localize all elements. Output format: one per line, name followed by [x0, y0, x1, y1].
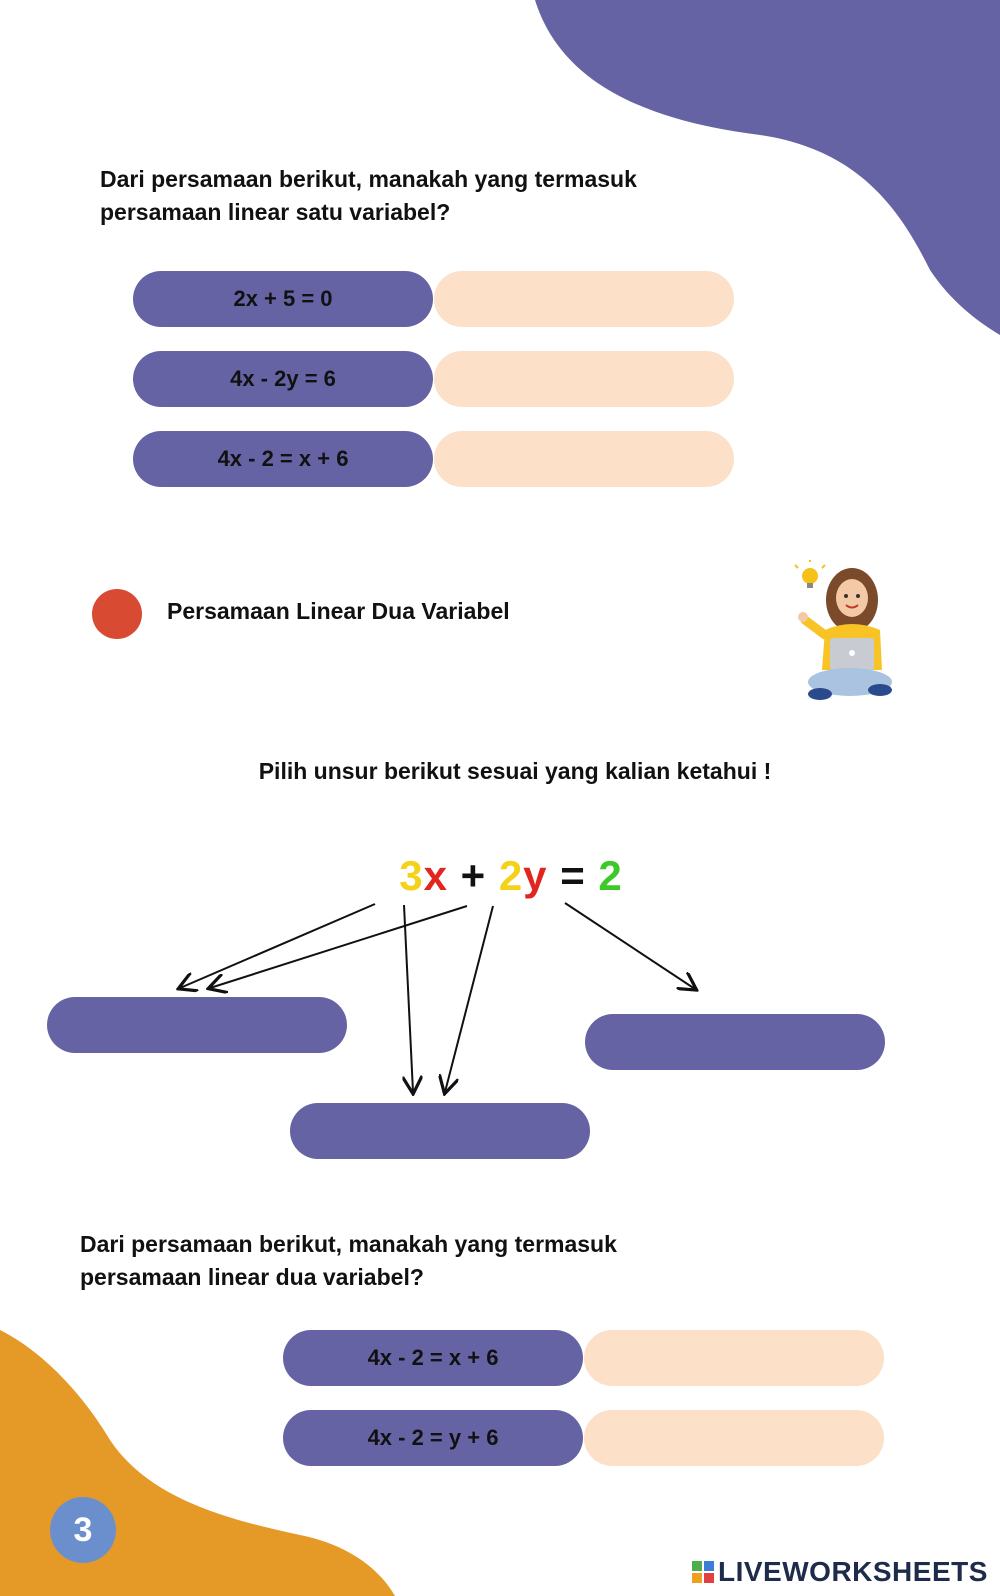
option-4-equation: 4x - 2 = x + 6	[283, 1330, 583, 1386]
liveworksheets-logo-icon	[692, 1561, 714, 1583]
question-two-variable: Dari persamaan berikut, manakah yang termasuk persamaan linear dua variabel?	[80, 1231, 617, 1290]
option-5-equation: 4x - 2 = y + 6	[283, 1410, 583, 1466]
plus-sign: +	[447, 852, 499, 899]
option-3-equation: 4x - 2 = x + 6	[133, 431, 433, 487]
answer-box-variable[interactable]	[290, 1103, 590, 1159]
option-4-answer-slot[interactable]	[584, 1330, 884, 1386]
equals-sign: =	[547, 852, 599, 899]
coefficient-x: 3	[399, 852, 424, 899]
instruction-text: Pilih unsur berikut sesuai yang kalian ketahui !	[258, 758, 772, 784]
option-5-answer-slot[interactable]	[584, 1410, 884, 1466]
section-title: Persamaan Linear Dua Variabel	[167, 598, 510, 624]
brand-text: LIVEWORKSHEETS	[718, 1556, 988, 1587]
option-2-equation: 4x - 2y = 6	[133, 351, 433, 407]
variable-x: x	[423, 852, 448, 899]
coefficient-y: 2	[498, 852, 524, 899]
question-one-variable: Dari persamaan berikut, manakah yang termasuk persamaan linear satu variabel?	[100, 166, 637, 225]
page-number-badge: 3	[50, 1497, 116, 1563]
answer-box-constant[interactable]	[585, 1014, 885, 1070]
constant: 2	[598, 852, 623, 899]
variable-y: y	[523, 852, 548, 899]
answer-box-coefficient[interactable]	[47, 997, 347, 1053]
liveworksheets-brand	[692, 1556, 988, 1588]
option-1-equation: 2x + 5 = 0	[133, 271, 433, 327]
